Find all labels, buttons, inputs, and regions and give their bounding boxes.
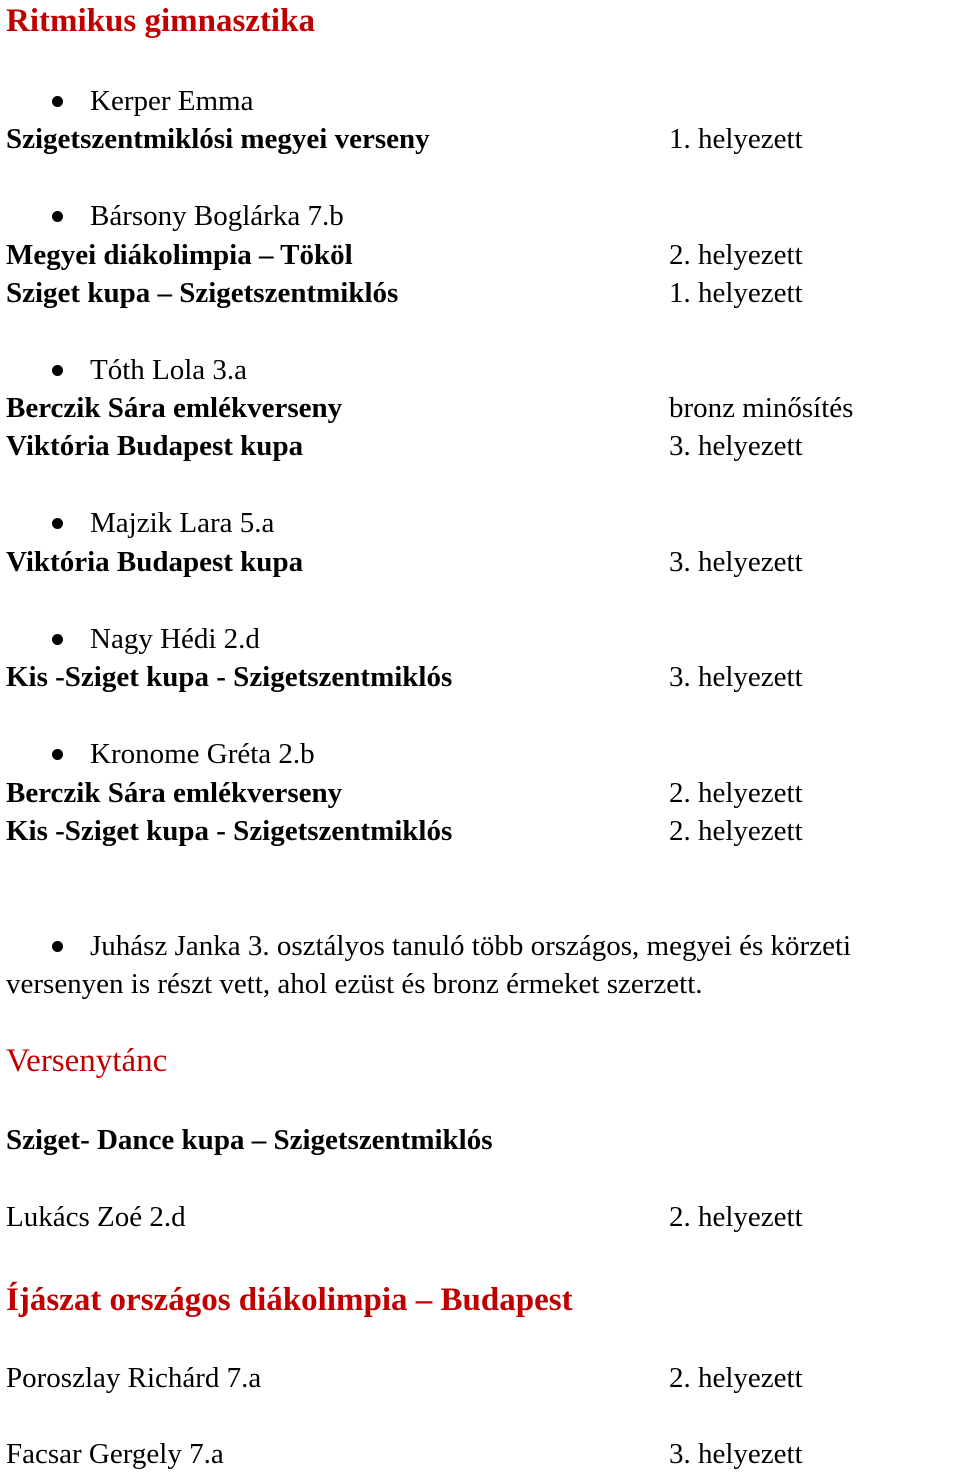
athlete-name: Kerper Emma [90,85,254,117]
bullet-icon [52,518,63,529]
result: 2. helyezett [669,815,803,847]
result: 1. helyezett [669,123,803,155]
event-name: Sziget kupa – Szigetszentmiklós [6,277,399,309]
result: 3. helyezett [669,430,803,462]
result: 2. helyezett [669,239,803,271]
result: 2. helyezett [669,1201,803,1233]
event-name: Sziget- Dance kupa – Szigetszentmiklós [6,1124,493,1156]
bullet-icon [52,365,63,376]
event-name: Szigetszentmiklósi megyei verseny [6,123,430,155]
athlete-name: Nagy Hédi 2.d [90,623,260,655]
event-name: Kis -Sziget kupa - Szigetszentmiklós [6,815,453,847]
result: 2. helyezett [669,1362,803,1394]
athlete-name: Bársony Boglárka 7.b [90,200,344,232]
juhasz-text: Juhász Janka 3. osztályos tanuló több országos, megyei és körzeti [90,930,852,962]
athlete-name: Majzik Lara 5.a [90,507,275,539]
result: 3. helyezett [669,546,803,578]
athlete-name: Facsar Gergely 7.a [6,1438,224,1470]
result: 3. helyezett [669,1438,803,1470]
bullet-icon [52,211,63,222]
event-name: Berczik Sára emlékverseny [6,392,343,424]
event-name: Berczik Sára emlékverseny [6,777,343,809]
bullet-icon [52,96,63,107]
event-name: Viktória Budapest kupa [6,546,304,578]
event-name: Kis -Sziget kupa - Szigetszentmiklós [6,661,453,693]
bullet-icon [52,634,63,645]
bullet-icon [52,941,63,952]
athlete-name: Lukács Zoé 2.d [6,1201,186,1233]
heading-versenytanc: Versenytánc [6,1043,168,1079]
event-name: Megyei diákolimpia – Tököl [6,239,353,271]
result: 1. helyezett [669,277,803,309]
juhasz-text-cont: versenyen is részt vett, ahol ezüst és bronz érmeket szerzett. [6,968,703,1000]
result: 3. helyezett [669,661,803,693]
athlete-name: Kronome Gréta 2.b [90,738,315,770]
result: 2. helyezett [669,777,803,809]
heading-ijaszat: Íjászat országos diákolimpia – Budapest [6,1282,573,1318]
result: bronz minősítés [669,392,854,424]
athlete-name: Poroszlay Richárd 7.a [6,1362,262,1394]
heading-ritmikus-gimnasztika: Ritmikus gimnasztika [6,3,315,39]
bullet-icon [52,749,63,760]
event-name: Viktória Budapest kupa [6,430,304,462]
athlete-name: Tóth Lola 3.a [90,354,248,386]
